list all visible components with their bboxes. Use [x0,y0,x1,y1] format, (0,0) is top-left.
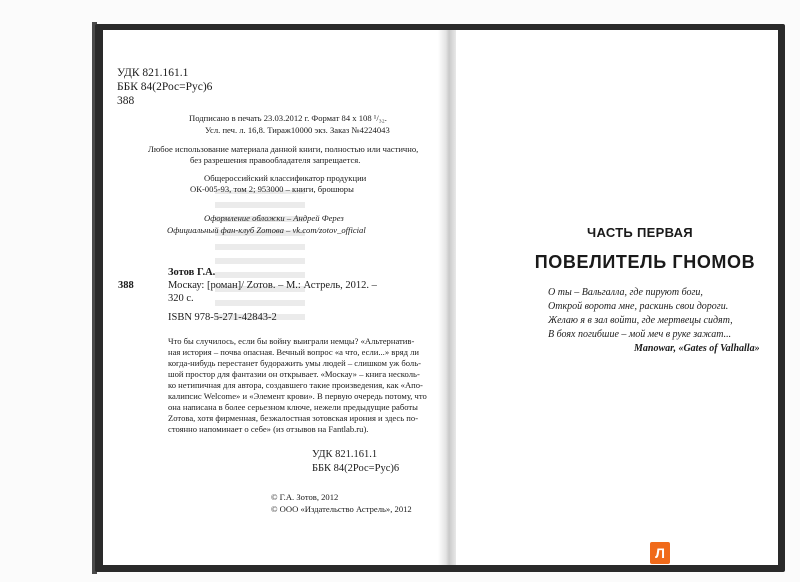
labirint-logo-icon [650,542,670,564]
book-gutter [438,30,458,565]
epigraph-line: Открой ворота мне, раскинь свои дороги. [548,301,729,312]
show-through-shadow [215,190,305,320]
bbk-bottom: ББК 84(2Рос=Рус)6 [312,463,400,474]
annotation-line: Zотова, хотя фирменная, безжалостная зотовская ирония и здесь по- [168,413,419,423]
udk-bottom: УДК 821.161.1 [312,449,378,460]
author-name: Зотов Г.А. [168,267,216,278]
classifier-1: Общероссийский классификатор продукции [204,173,367,183]
annotation-line: ная история – почва опасная. Вечный вопрос «а что, если...» вряд ли [168,347,419,357]
classifier-2: ОК-005-93, том 2; 953000 – книги, брошюры [190,184,354,194]
annotation-line: Что бы случилось, если бы войну выиграли немцы? «Альтернатив- [168,336,415,346]
part-title: ПОВЕЛИТЕЛЬ ГНОМОВ [534,252,756,272]
code-top: 388 [117,95,135,107]
print-info-1: Подписано в печать 23.03.2012 г. Формат 84 х 108 ¹/₃₂. [189,113,387,123]
annotation-line: стоянно напоминает о себе» (из отзывов на Fantlab.ru). [168,424,369,434]
annotation-line: когда-нибудь перестанет будоражить умы людей – слишком уж боль- [168,358,421,368]
rights-text-2: без разрешения правообладателя запрещается. [190,155,361,165]
epigraph-line: В боях погибшие – мой меч в руке зажат... [548,329,732,340]
annotation-line: шой простор для фантазии он открывает. «Москау» – книга несколь- [168,369,420,379]
annotation-line: калипсис Welcome» и «Элемент крови». В первую очередь потому, что [168,391,427,401]
epigraph-source: Manowar, «Gates of Valhalla» [634,343,760,354]
epigraph-line: О ты – Вальгалла, где пируют боги, [548,287,703,298]
copyright-publisher: © ООО «Издательство Астрель», 2012 [271,504,412,514]
bibliographic-line-2: 320 с. [168,293,194,304]
code-author: 388 [118,280,134,291]
annotation-line: ко нетипичная для автора, создавшего такие произведения, как «Апо- [168,380,423,390]
cover-design-credit: Оформление обложки – Андрей Ферез [204,213,344,223]
epigraph-line: Желаю я в зал войти, где мертвецы сидят, [548,315,733,326]
copyright-author: © Г.А. Зотов, 2012 [271,492,339,502]
part-label: ЧАСТЬ ПЕРВАЯ [587,225,693,240]
udk-top: УДК 821.161.1 [117,67,189,79]
bbk-top: ББК 84(2Рос=Рус)6 [117,81,213,93]
rights-text-1: Любое использование материала данной книги, полностью или частично, [148,144,419,154]
print-info-2: Усл. печ. л. 16,8. Тираж10000 экз. Заказ №4224043 [205,125,390,135]
bibliographic-line-1: Москау: [роман]/ Zотов. – М.: Астрель, 2012. – [168,280,377,291]
annotation-line: она написана в более серьезном ключе, нежели предыдущие работы [168,402,418,412]
isbn: ISBN 978-5-271-42843-2 [168,312,277,323]
logo-glyph: Л [655,545,665,561]
fan-club-credit: Официальный фан-клуб Zотова – vk.com/zotov_official [167,225,366,235]
